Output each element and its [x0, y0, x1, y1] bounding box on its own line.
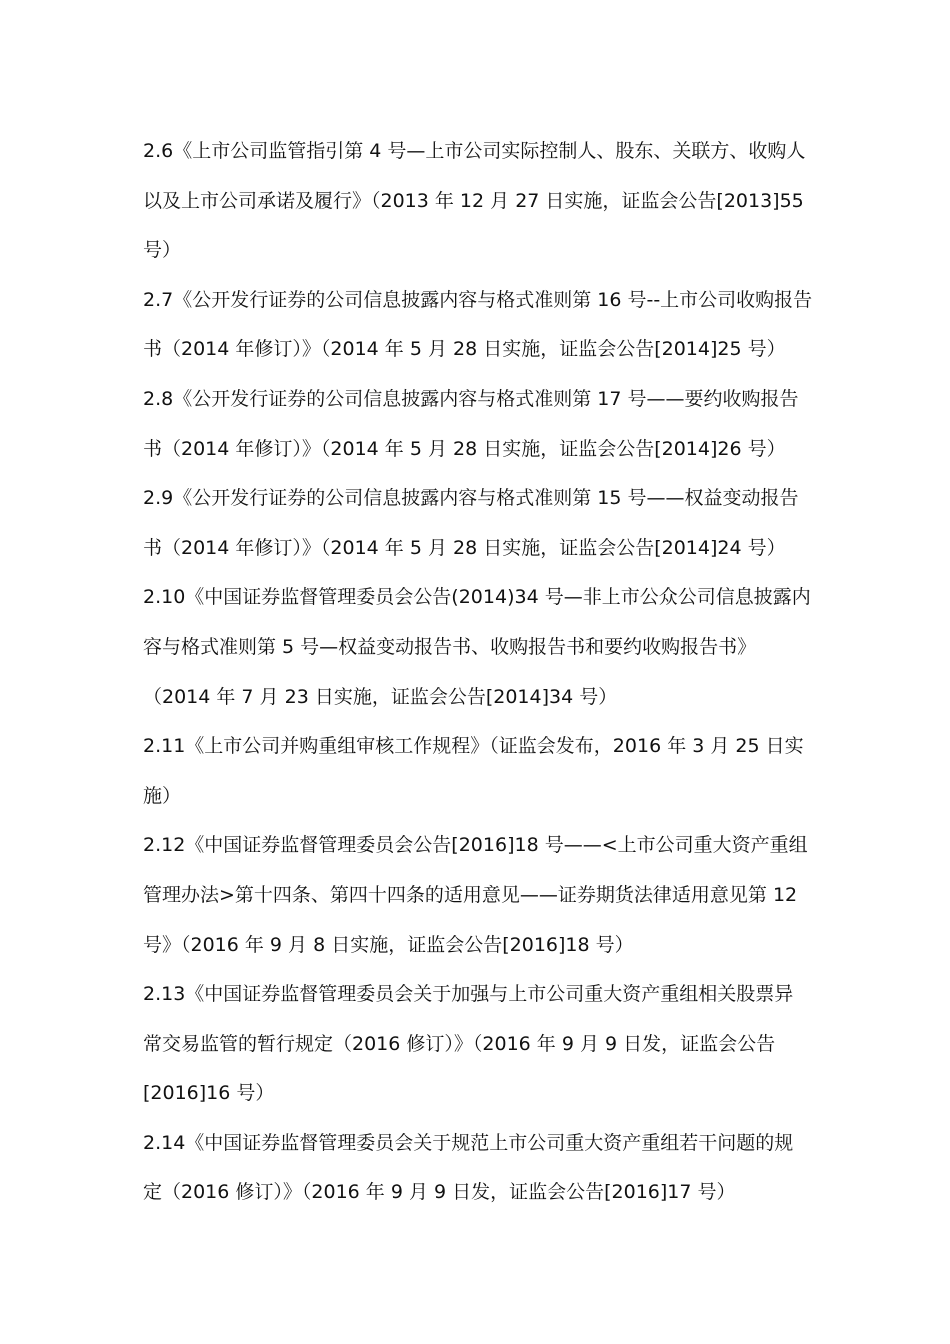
document-page: [143, 127, 813, 1218]
text-line: 书（2014 年修订）》（2014 年 5 月 28 日实施，证监会公告[2014]24 号）: [143, 536, 786, 559]
text-line: 2.10《中国证券监督管理委员会公告(2014)34 号—非上市公众公司信息披露内: [143, 586, 811, 609]
text-line: 施）: [143, 784, 182, 807]
text-line: 常交易监管的暂行规定（2016 修订）》（2016 年 9 月 9 日发，证监会公告: [143, 1032, 776, 1055]
regulation-entry-2-14: [143, 1119, 813, 1218]
text-line: 号）: [143, 239, 182, 262]
text-line: 定（2016 修订）》（2016 年 9 月 9 日发，证监会公告[2016]17 号）: [143, 1181, 736, 1204]
regulation-entry-2-13: [143, 970, 813, 1119]
text-line: 2.11《上市公司并购重组审核工作规程》（证监会发布，2016 年 3 月 25 日实: [143, 735, 804, 758]
regulation-entry-2-11: [143, 722, 813, 821]
text-line: [2016]16 号）: [143, 1082, 275, 1105]
text-line: 号》（2016 年 9 月 8 日实施，证监会公告[2016]18 号）: [143, 933, 634, 956]
text-line: 2.12《中国证券监督管理委员会公告[2016]18 号——<上市公司重大资产重组: [143, 834, 808, 857]
text-line: 2.7《公开发行证券的公司信息披露内容与格式准则第 16 号--上市公司收购报告: [143, 288, 813, 311]
text-line: 2.6《上市公司监管指引第 4 号—上市公司实际控制人、股东、关联方、收购人: [143, 140, 806, 162]
regulation-entry-2-9: [143, 474, 813, 573]
regulation-entry-2-12: [143, 821, 813, 970]
text-line: 书（2014 年修订）》（2014 年 5 月 28 日实施，证监会公告[2014]26 号）: [143, 437, 786, 460]
text-line: 以及上市公司承诺及履行》（2013 年 12 月 27 日实施，证监会公告[2013]55: [143, 189, 804, 212]
regulation-entry-2-10: [143, 573, 813, 722]
regulation-entry-2-7: [143, 276, 813, 375]
text-line: 2.13《中国证券监督管理委员会关于加强与上市公司重大资产重组相关股票异: [143, 983, 794, 1006]
text-line: （2014 年 7 月 23 日实施，证监会公告[2014]34 号）: [143, 685, 618, 708]
text-line: 容与格式准则第 5 号—权益变动报告书、收购报告书和要约收购报告书》: [143, 635, 757, 658]
text-line: 2.9《公开发行证券的公司信息披露内容与格式准则第 15 号——权益变动报告: [143, 487, 799, 510]
regulation-entry-2-6: [143, 127, 813, 276]
text-line: 2.14《中国证券监督管理委员会关于规范上市公司重大资产重组若干问题的规: [143, 1131, 794, 1154]
regulation-entry-2-8: [143, 375, 813, 474]
text-line: 2.8《公开发行证券的公司信息披露内容与格式准则第 17 号——要约收购报告: [143, 387, 799, 410]
text-line: 书（2014 年修订）》（2014 年 5 月 28 日实施，证监会公告[2014]25 号）: [143, 338, 786, 361]
text-line: 管理办法>第十四条、第四十四条的适用意见——证券期货法律适用意见第 12: [143, 883, 798, 906]
